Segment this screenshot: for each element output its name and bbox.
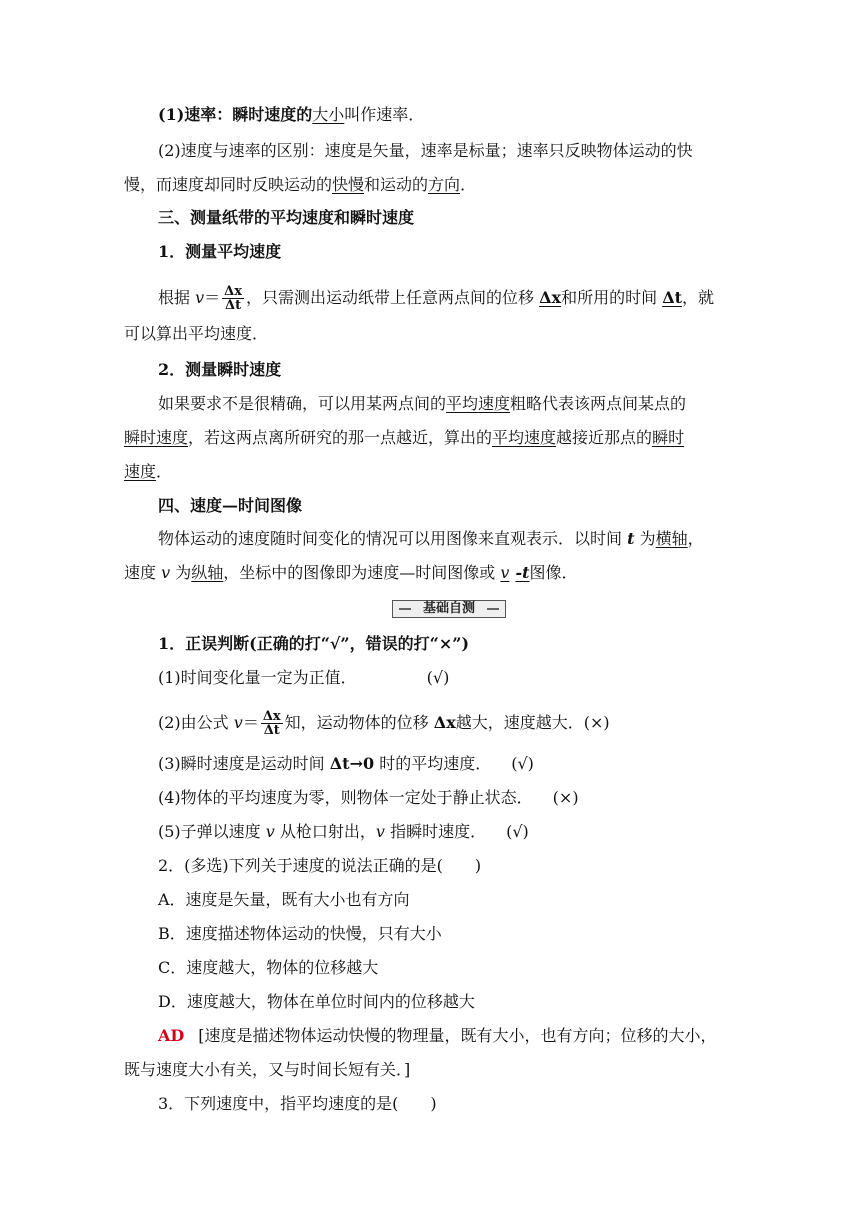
question-1-item-4: (4)物体的平均速度为零，则物体一定处于静止状态． (×) [158,788,579,807]
fraction-dx-dt: $\frac{\Delta x}{\Delta t}$ [262,709,281,738]
answer-mark: (√) [511,754,534,773]
para-vt-graph-1: 物体运动的速度随时间变化的情况可以用图像来直观表示．以时间 t 为横轴， [158,529,704,548]
para-instant-3: 速度． [124,462,173,481]
para-speed-rate-difference: (2)速度与速率的区别：速度是矢量，速率是标量；速率只反映物体运动的快 [158,141,693,160]
para-vt-graph-2: 速度 v 为纵轴，坐标中的图像即为速度—时间图像或 v -t图像． [124,563,578,582]
self-test-badge: 基础自测 [392,600,506,618]
subheading-measure-instant: 2．测量瞬时速度 [158,360,282,379]
para-average-formula-cont: 可以算出平均速度． [124,324,269,343]
para-rate-definition: (1)速率：瞬时速度的大小叫作速率． [158,105,425,124]
answer-mark: (√) [426,668,450,687]
answer-mark: (√) [506,822,529,841]
para-average-formula: 根据 v＝ $\frac{\Delta x}{\Delta t}$ ，只需测出运动纸带上任意两点间的位移 Δx和所用的时间 Δt，就 [158,284,715,313]
section-heading-4: 四、速度—时间图像 [158,496,303,515]
para-instant-1: 如果要求不是很精确，可以用某两点间的平均速度粗略代表该两点间某点的 [158,394,687,413]
fraction-dx-dt: $\frac{\Delta x}{\Delta t}$ [224,284,243,313]
question-2-option-a: A．速度是矢量，既有大小也有方向 [158,890,410,909]
para-speed-rate-difference-cont: 慢，而速度却同时反映运动的快慢和运动的方向． [124,175,477,194]
question-1-item-2: (2)由公式 v＝ $\frac{\Delta x}{\Delta t}$ 知，运动物体的位移 Δx越大，速度越大．(×) [158,709,610,738]
question-2: 2．(多选)下列关于速度的说法正确的是( ) [158,856,482,875]
question-2-option-b: B．速度描述物体运动的快慢，只有大小 [158,924,442,943]
question-1-item-1: (1)时间变化量一定为正值． (√) [158,668,450,687]
para-instant-2: 瞬时速度，若这两点离所研究的那一点越近，算出的平均速度越接近那点的瞬时 [124,428,685,447]
answer-explanation-cont: 既与速度大小有关，又与时间长短有关．] [124,1060,411,1079]
subheading-measure-average: 1．测量平均速度 [158,242,282,261]
answer-mark: (×) [552,788,579,807]
question-2-option-c: C．速度越大，物体的位移越大 [158,958,379,977]
question-2-option-d: D．速度越大，物体在单位时间内的位移越大 [158,992,475,1011]
section-heading-3: 三、测量纸带的平均速度和瞬时速度 [158,208,415,227]
question-1-item-3: (3)瞬时速度是运动时间 Δt→0 时的平均速度． (√) [158,754,534,773]
question-1: 1．正误判断(正确的打“√”，错误的打“×”) [158,634,470,653]
question-1-item-5: (5)子弹以速度 v 从枪口射出，v 指瞬时速度． (√) [158,822,529,841]
answer-explanation: AD [速度是描述物体运动快慢的物理量，既有大小，也有方向；位移的大小， [158,1026,717,1045]
answer-key: AD [158,1026,185,1045]
answer-mark: (×) [583,713,610,732]
question-3: 3．下列速度中，指平均速度的是( ) [158,1094,437,1113]
